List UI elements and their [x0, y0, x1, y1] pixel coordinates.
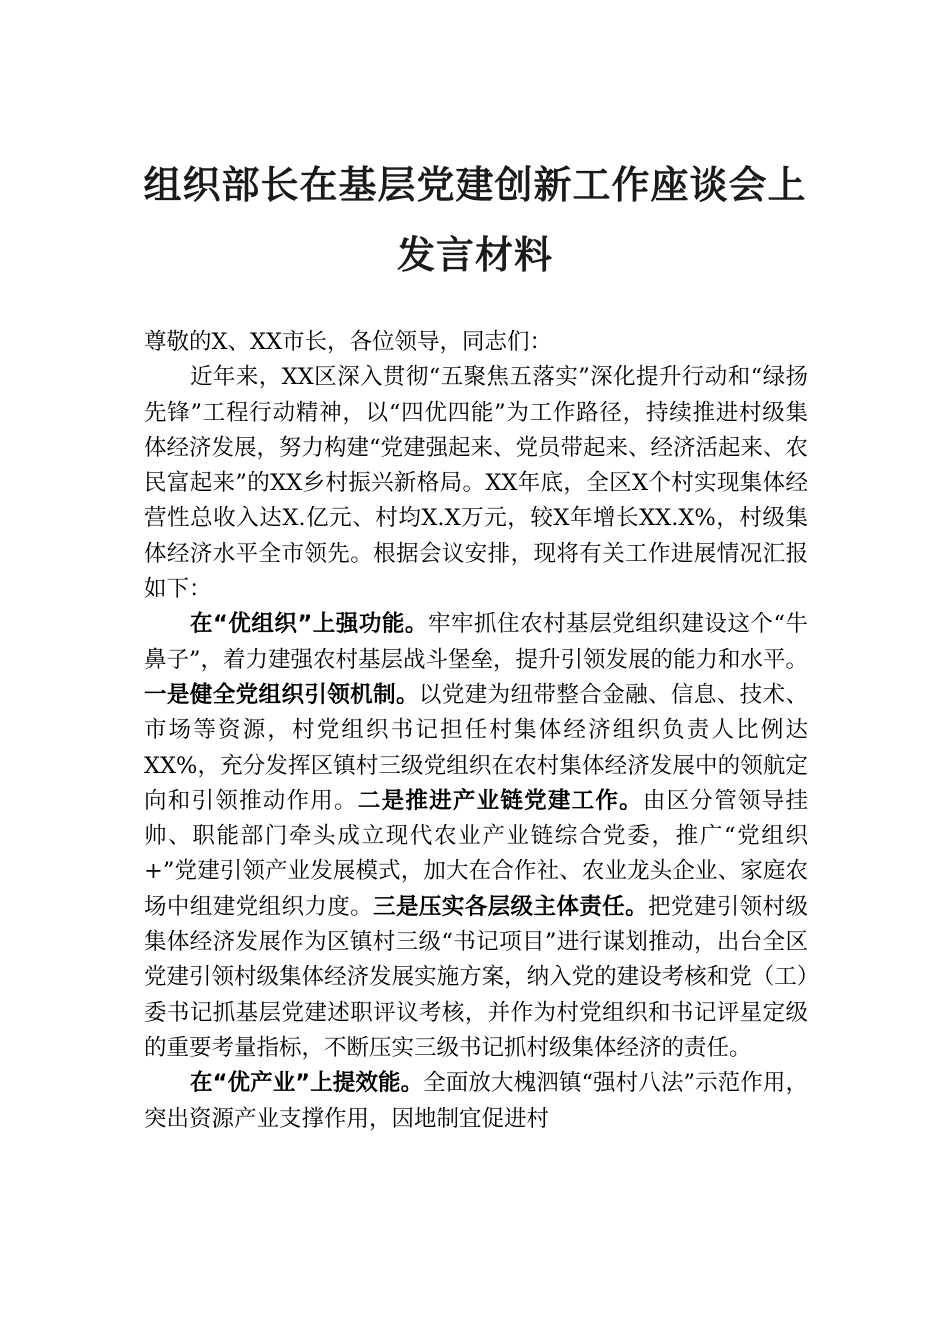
section-1-point-3: 三是压实各层级主体责任。 — [373, 893, 649, 920]
intro-paragraph: 近年来，XX区深入贯彻“五聚焦五落实”深化提升行动和“绿扬先锋”工程行动精神，以“四优四能”为工作路径，持续推进村级集体经济发展，努力构建“党建强起来、党员带起来、经济活起来、农民富起来”的XX乡村振兴新格局。XX年底，全区X个村实现集体经营性总收入达X.亿元、村均X.X万元，较X年增长XX.X%，村级集体经济水平全市领先。根据会议安排，现将有关工作进展情况汇报如下： — [144, 364, 809, 603]
salutation: 尊敬的X、XX市长，各位领导，同志们： — [144, 329, 553, 355]
section-1-text: 牢牢抓住农村基层党组织建设这个“牛鼻子”，着力建强农村基层战斗堡垒，提升引领发展的能力和水平。 — [144, 611, 809, 673]
section-1-paragraph — [144, 607, 808, 1066]
section-1-heading: 在“优组织”上强功能。 — [190, 611, 428, 638]
section-1-point-2: 二是推进产业链党建工作。 — [357, 787, 643, 814]
document-title: 组织部长在基层党建创新工作座谈会上发言材料 — [143, 163, 807, 277]
section-1-text: 由区分管领导挂帅、职能部门牵头成立现代农业产业链综合党委，推广“党组织+”党建引领产业发展模式，加大在合作社、农业龙头企业、家庭农场中组建党组织力度。 — [144, 787, 808, 920]
document-body — [144, 325, 808, 1137]
section-2-heading: 在“优产业”上提效能。 — [190, 1070, 424, 1097]
section-1-text: 把党建引领村级集体经济发展作为区镇村三级“书记项目”进行谋划推动，出台全区党建引领村级集体经济发展实施方案，纳入党的建设考核和党（工）委书记抓基层党建述职评议考核，并作为村党组织和书记评星定级的重要考量指标，不断压实三级书记抓村级集体经济的责任。 — [144, 893, 808, 1061]
section-1-point-1: 一是健全党组织引领机制。 — [144, 681, 419, 708]
section-1-text: 以党建为纽带整合金融、信息、技术、市场等资源，村党组织书记担任村集体经济组织负责人比例达XX%，充分发挥区镇村三级党组织在农村集体经济发展中的领航定向和引领推动作用。 — [144, 681, 808, 814]
section-2-text: 全面放大槐泗镇“强村八法”示范作用，突出资源产业支撑作用，因地制宜促进村 — [144, 1070, 808, 1132]
section-2-paragraph — [144, 1066, 808, 1137]
